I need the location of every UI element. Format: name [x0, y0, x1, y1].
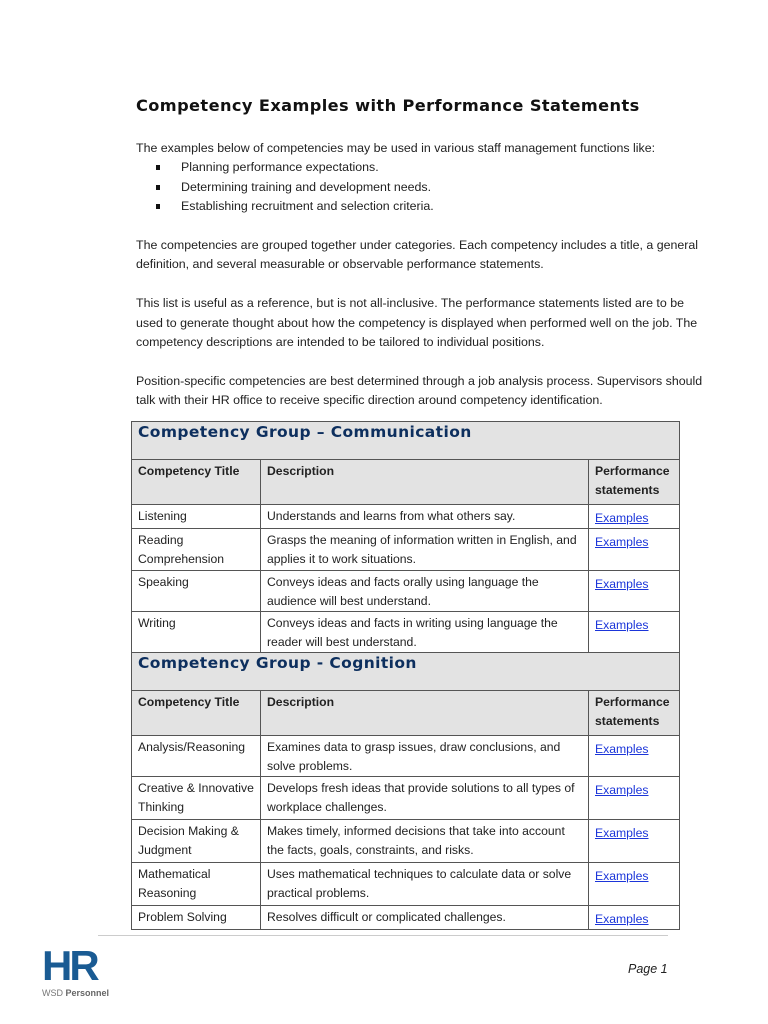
competency-description: Conveys ideas and facts orally using language the audience will best understand. — [261, 570, 589, 611]
table-row — [132, 735, 680, 776]
competency-description: Resolves difficult or complicated challenges. — [261, 905, 589, 929]
competency-description: Develops fresh ideas that provide solutions to all types of workplace challenges. — [261, 776, 589, 819]
bullet-item — [156, 158, 706, 177]
column-header-row — [132, 459, 680, 504]
column-header-row — [132, 690, 680, 735]
column-header-description: Description — [261, 459, 589, 504]
group-heading-row — [132, 652, 680, 690]
performance-cell — [589, 905, 680, 929]
paragraph-categories: The competencies are grouped together under categories. Each competency includes a title, a general definition, and several measurable or observable performance statements. — [136, 238, 699, 272]
performance-cell — [589, 528, 680, 570]
paragraph-reference: This list is useful as a reference, but is not all-inclusive. The performance statements listed are to be used to generate thought about how the competency is displayed when performed well on the job. The competency descriptions are intended to be tailored to individual positions. — [136, 296, 698, 350]
bullet-item — [156, 178, 706, 197]
table-row — [132, 776, 680, 819]
competency-title: Speaking — [132, 570, 261, 611]
group-heading: Competency Group – Communication — [138, 422, 472, 441]
competency-description: Grasps the meaning of information written in English, and applies it to work situations. — [261, 528, 589, 570]
group-heading: Competency Group - Cognition — [138, 653, 417, 672]
competency-description: Examines data to grasp issues, draw conclusions, and solve problems. — [261, 735, 589, 776]
table-row — [132, 611, 680, 652]
column-header-title: Competency Title — [132, 459, 261, 504]
competency-title: Listening — [132, 504, 261, 528]
competency-table — [131, 421, 680, 930]
performance-cell — [589, 611, 680, 652]
document-body — [136, 95, 706, 930]
group-heading-cell — [132, 652, 680, 690]
bullet-text: Establishing recruitment and selection criteria. — [181, 199, 434, 214]
competency-title: Analysis/Reasoning — [132, 735, 261, 776]
competency-title: Problem Solving — [132, 905, 261, 929]
bullet-icon — [156, 185, 160, 190]
table-row — [132, 819, 680, 862]
competency-title: Decision Making & Judgment — [132, 819, 261, 862]
performance-cell — [589, 570, 680, 611]
performance-cell — [589, 776, 680, 819]
competency-title: Writing — [132, 611, 261, 652]
paragraph-position-specific: Position-specific competencies are best determined through a job analysis process. Supervisors should talk with their HR office to receive specific direction around competency identification. — [136, 373, 703, 408]
performance-cell — [589, 862, 680, 905]
performance-cell — [589, 735, 680, 776]
column-header-title: Competency Title — [132, 690, 261, 735]
table-row — [132, 905, 680, 929]
logo-text: HR — [42, 942, 97, 989]
bullet-text: Planning performance expectations. — [181, 160, 379, 175]
footer-divider — [98, 935, 668, 936]
document-title: Competency Examples with Performance Statements — [136, 96, 640, 115]
table-row — [132, 570, 680, 611]
column-header-description: Description — [261, 690, 589, 735]
competency-title: Reading Comprehension — [132, 528, 261, 570]
examples-link[interactable]: Examples — [595, 825, 649, 840]
examples-link[interactable]: Examples — [595, 911, 649, 926]
hr-logo — [42, 942, 122, 999]
performance-cell — [589, 819, 680, 862]
bullet-item — [156, 197, 706, 216]
competency-description: Conveys ideas and facts in writing using language the reader will best understand. — [261, 611, 589, 652]
page-number: Page 1 — [628, 962, 668, 976]
examples-link[interactable]: Examples — [595, 741, 649, 756]
examples-link[interactable]: Examples — [595, 782, 649, 797]
bullet-icon — [156, 165, 160, 170]
examples-link[interactable]: Examples — [595, 576, 649, 591]
performance-cell — [589, 504, 680, 528]
group-heading-row — [132, 421, 680, 459]
competency-title: Mathematical Reasoning — [132, 862, 261, 905]
bullet-text: Determining training and development needs. — [181, 179, 432, 194]
bullet-list — [156, 158, 706, 216]
examples-link[interactable]: Examples — [595, 510, 649, 525]
group-heading-cell — [132, 421, 680, 459]
logo-sub-personnel: Personnel — [65, 988, 110, 998]
table-row — [132, 528, 680, 570]
examples-link[interactable]: Examples — [595, 534, 649, 549]
table-row — [132, 862, 680, 905]
column-header-performance: Performance statements — [589, 690, 680, 735]
examples-link[interactable]: Examples — [595, 617, 649, 632]
intro-text: The examples below of competencies may be used in various staff management functions like: — [136, 141, 656, 155]
competency-title: Creative & Innovative Thinking — [132, 776, 261, 819]
logo-sub-wsd: WSD — [42, 988, 63, 998]
competency-description: Uses mathematical techniques to calculate data or solve practical problems. — [261, 862, 589, 905]
bullet-icon — [156, 204, 160, 209]
competency-description: Makes timely, informed decisions that take into account the facts, goals, constraints, and risks. — [261, 819, 589, 862]
table-row — [132, 504, 680, 528]
examples-link[interactable]: Examples — [595, 868, 649, 883]
competency-description: Understands and learns from what others say. — [261, 504, 589, 528]
logo-subtitle — [42, 988, 122, 999]
column-header-performance: Performance statements — [589, 459, 680, 504]
